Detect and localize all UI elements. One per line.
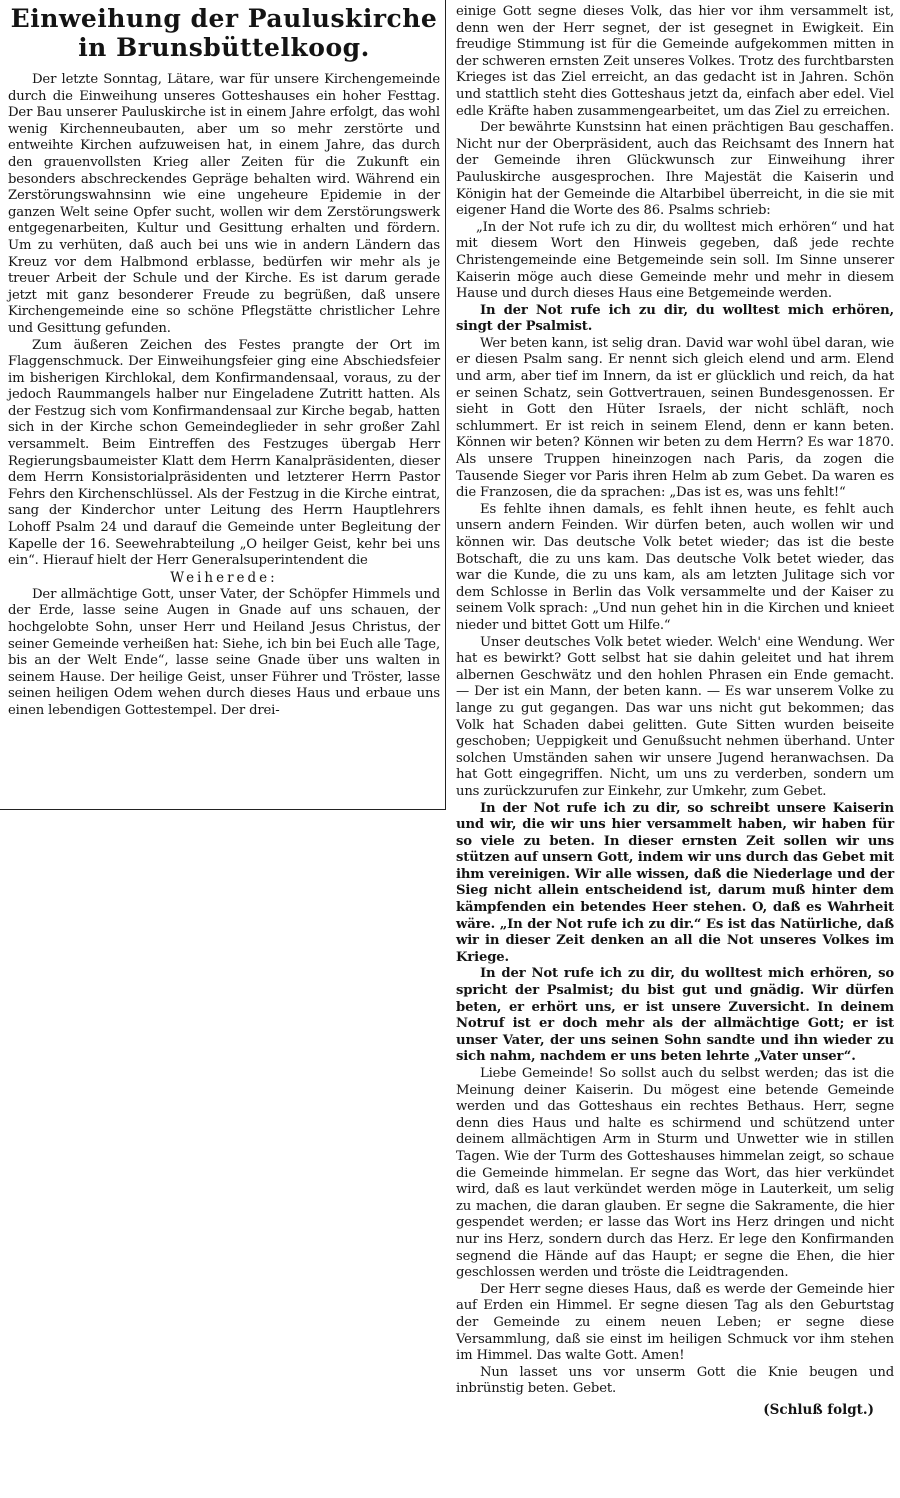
closing-note: (Schluß folgt.) [763, 1401, 874, 1418]
paragraph-es-fehlte: Es fehlte ihnen damals, es fehlt ihnen heute, es fehlt auch unsern andern Feinden. Wir dürfen beten, auch wollen wir und können wir. Das deutsche Volk betet wieder; das ist die beste Botschaft, die zu uns kam. Das deutsche Volk betet wieder, das war die Kunde, die zu uns kam, als am letzten Julitage sich vor dem Schlosse in Berlin das Volk versammelte und der Kaiser zu seinem Volk sprach: „Und nun gehet hin in die Kirchen und knieet nieder und bittet Gott um Hilfe.“ [456, 501, 894, 633]
left-column [0, 0, 446, 810]
section-subheading: Weiherede: [170, 569, 278, 586]
paragraph-kunstsinn: Der bewährte Kunstsinn hat einen prächtigen Bau geschaffen. Nicht nur der Oberpräsident, auch das Reichsamt des Innern hat der Gemeinde ihren Glückwunsch zur Einweihung ihrer Pauluskirche ausgesprochen. Ihre Majestät die Kaiserin und Königin hat der Gemeinde die Altarbibel überreicht, in die sie mit eigener Hand die Worte des 86. Psalms schrieb: [456, 120, 894, 219]
paragraph-psalm-quote: „In der Not rufe ich zu dir, du wolltest mich erhören“ und hat mit diesem Wort den Hinweis gegeben, daß jede rechte Christengemeinde eine Betgemeinde sein soll. Im Sinne unserer Kaiserin möge auch diese Gemeinde mehr und mehr in diesem Hause und durch dieses Haus eine Betgemeinde werden. [456, 219, 894, 302]
paragraph-gebet: Nun lasset uns vor unserm Gott die Knie beugen und inbrünstig beten. Gebet. [456, 1364, 894, 1397]
paragraph-festzug: Zum äußeren Zeichen des Festes prangte der Ort im Flaggenschmuck. Der Einweihungsfeier ging eine Abschiedsfeier im bisherigen Kirchlokal, dem Konfirmandensaal, voraus, zu der jedoch Raummangels halber nur Eingeladene Zutritt hatten. Als der Festzug sich vom Konfirmandensaal zur Kirche begab, hatten sich in der Kirche schon Gemeindeglieder in sehr großer Zahl versammelt. Beim Eintreffen des Festzuges übergab Herr Regierungsbaumeister Klatt dem Herrn Kanalpräsidenten, dieser dem Herrn Konsistorialpräsidenten und letzterer Herrn Pastor Fehrs den Kirchenschlüssel. Als der Festzug in die Kirche eintrat, sang der Kinderchor unter Leitung des Herrn Hauptlehrers Lohoff Psalm 24 und darauf die Gemeinde unter Begleitung der Kapelle der 16. Seewehrabteilung „O heilger Geist, kehr bei uns ein“. Hierauf hielt der Herr Generalsuperintendent die [8, 337, 440, 569]
paragraph-volk-betet: Unser deutsches Volk betet wieder. Welch' eine Wendung. Wer hat es bewirkt? Gott selbst hat sie dahin geleitet und hat ihrem albernen Geschwätz und den hohlen Phrasen ein Ende gemacht. — Der ist ein Mann, der beten kann. — Es war unserem Volke zu lange zu gut gegangen. Das war uns nicht gut bekommen; das Volk hat Schaden dabei gelitten. Gute Sitten wurden beiseite geschoben; Ueppigkeit und Genußsucht nehmen überhand. Unter solchen Umständen sahen wir unsere Jugend heranwachsen. Da hat Gott eingegriffen. Nicht, um uns zu verderben, sondern um uns zurückzurufen zur Einkehr, zur Umkehr, zum Gebet. [456, 634, 894, 799]
paragraph-segen: Der Herr segne dieses Haus, daß es werde der Gemeinde hier auf Erden ein Himmel. Er segne diesen Tag als den Geburtstag der Gemeinde zu einem neuen Leben; er segne diese Versammlung, daß sie einst im heiligen Schmuck vor ihm stehen im Himmel. Das walte Gott. Amen! [456, 1281, 894, 1364]
paragraph-wer-beten-kann: Wer beten kann, ist selig dran. David war wohl übel daran, wie er diesen Psalm sang. Er nennt sich gleich elend und arm. Elend und arm, aber tief im Innern, da ist er glücklich und reich, da hat er seinen Schatz, sein Gottvertrauen, seinen Bundesgenossen. Er sieht in Gott den Hüter Israels, der nicht schläft, noch schlummert. Er ist reich in seinem Elend, denn er kann beten. Können wir beten? Können wir beten zu dem Herrn? Es war 1870. Als unsere Truppen hineinzogen nach Paris, da zogen die Tausende Sieger vor Paris ihren Helm ab zum Gebet. Da waren es die Franzosen, die da sprachen: „Das ist es, was uns fehlt!“ [456, 335, 894, 501]
paragraph-kaiserin-schreibt: In der Not rufe ich zu dir, so schreibt unsere Kaiserin und wir, die wir uns hier versammelt haben, wir haben für so viele zu beten. In dieser ernsten Zeit sollen wir uns stützen auf unsern Gott, indem wir uns durch das Gebet mit ihm vereinigen. Wir alle wissen, daß die Niederlage und der Sieg nicht allein entscheidend ist, darum muß hinter dem kämpfenden ein betendes Heer stehen. O, daß es Wahrheit wäre. „In der Not rufe ich zu dir.“ Es ist das Natürliche, daß wir in dieser Zeit denken an all die Not unseres Volkes im Kriege. [456, 800, 894, 965]
headline-line-2: in Brunsbüttelkoog. [78, 33, 370, 62]
paragraph-liebe-gemeinde: Liebe Gemeinde! So sollst auch du selbst werden; das ist die Meinung deiner Kaiserin. Du mögest eine betende Gemeinde werden und das Gotteshaus ein rechtes Bethaus. Herr, segne denn dies Haus und halte es schirmend und schützend unter deinem allmächtigen Arm in Sturm und Unwetter wie in stillen Tagen. Wie der Turm des Gotteshauses himmelan zeigt, so schaue die Gemeinde himmelan. Er segne das Wort, das hier verkündet wird, daß es laut verkündet werden möge in Lauterkeit, um selig zu machen, die daran glauben. Er segne die Sakramente, die hier gespendet werden; er lasse das Wort ins Herz dringen und nicht nur ins Herz, sondern durch das Herz. Er lege den Konfirmanden segnend die Hände auf das Haupt; er segne die Ehen, die hier geschlossen werden und tröste die Leidtragenden. [456, 1066, 894, 1281]
headline-line-1: Einweihung der Pauluskirche [10, 4, 438, 33]
article-headline [8, 4, 440, 62]
right-column [446, 0, 900, 1498]
paragraph-psalmist-spricht: In der Not rufe ich zu dir, du wolltest mich erhören, so spricht der Psalmist; du bist gut und gnädig. Wir dürfen beten, er erhört uns, er ist unsere Zuversicht. In deinem Notruf ist er doch mehr als der allmächtige Gott; er ist unser Vater, der uns seinen Sohn sandte und ihn wieder zu sich nahm, nachdem er uns beten lehrte „Vater unser“. [456, 966, 894, 1065]
paragraph-psalmist: In der Not rufe ich zu dir, du wolltest mich erhören, singt der Psalmist. [456, 302, 894, 335]
paragraph-continuation: einige Gott segne dieses Volk, das hier vor ihm versammelt ist, denn wen der Herr segnet, der ist gesegnet in Ewigkeit. Ein freudige Stimmung ist für die Gemeinde aufgekommen mitten in der schweren ernsten Zeit unseres Volkes. Trotz des furchtbarsten Krieges ist das Ziel erreicht, an das gedacht ist in Jahren. Schön und stattlich steht dies Gotteshaus jetzt da, einfach aber edel. Viel edle Kräfte haben zusammengearbeitet, um das Ziel zu erreichen. [456, 4, 894, 119]
paragraph-intro: Der letzte Sonntag, Lätare, war für unsere Kirchengemeinde durch die Einweihung unseres Gotteshauses ein hoher Festtag. Der Bau unserer Pauluskirche ist in einem Jahre erfolgt, das wohl wenig Kirchenneubauten, aber um so mehr zerstörte und entweihte Kirchen aufzuweisen hat, in einem Jahre, das durch den grauenvollsten Krieg aller Zeiten für die Zukunft ein besonders abschreckendes Gepräge behalten wird. Während ein Zerstörungswahnsinn wie eine ungeheure Epidemie in der ganzen Welt seine Opfer sucht, wollen wir dem Zerstörungswerk entgegenarbeiten, Kultur und Gesittung erhalten und fördern. Um zu verhüten, daß auch bei uns wie in andern Ländern das Kreuz vor dem Halbmond erblasse, bedürfen wir mehr als je treuer Arbeit der Schule und der Kirche. Es ist darum gerade jetzt mit ganz besonderer Freude zu begrüßen, daß unsere Kirchengemeinde eine so schöne Pflegstätte christlicher Lehre und Gesittung gefunden. [8, 72, 440, 336]
paragraph-weiherede-start: Der allmächtige Gott, unser Vater, der Schöpfer Himmels und der Erde, lasse seine Augen in Gnade auf uns schauen, der hochgelobte Sohn, unser Herr und Heiland Jesus Christus, der seiner Gemeinde verheißen hat: Siehe, ich bin bei Euch alle Tage, bis an der Welt Ende“, lasse seine Gnade über uns walten in seinem Hause. Der heilige Geist, unser Führer und Tröster, lasse seinen heiligen Odem wehen durch dieses Haus und erbaue uns einen lebendigen Gottestempel. Der drei- [8, 586, 440, 718]
